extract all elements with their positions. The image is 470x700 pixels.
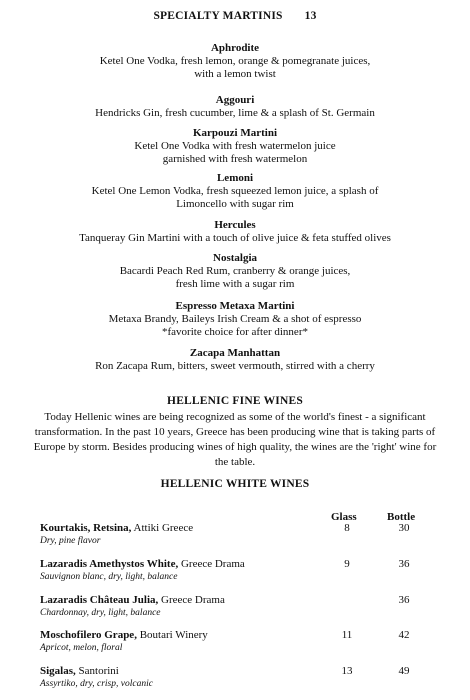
martini-item bbox=[20, 252, 450, 291]
wine-notes: Sauvignon blanc, dry, light, balance bbox=[40, 572, 178, 582]
martini-name: Nostalgia bbox=[213, 252, 257, 264]
wine-name: Sigalas, bbox=[40, 665, 76, 677]
martini-desc-line: *favorite choice for after dinner* bbox=[162, 326, 308, 338]
martini-desc-line: Metaxa Brandy, Baileys Irish Cream & a shot of espresso bbox=[108, 313, 362, 325]
wine-bottle-price: 30 bbox=[398, 522, 410, 534]
martini-name: Lemoni bbox=[216, 172, 254, 184]
martini-item bbox=[20, 42, 450, 81]
martini-desc-line: fresh lime with a sugar rim bbox=[175, 278, 295, 290]
fine-wines-intro: Today Hellenic wines are being recognized as some of the world's finest - a significant transformation. In the past 10 years, Greece has been producing wine that is taking parts of Europe by storm. Besides producing wines of high quality, the wines are the 'right' wine for the table. bbox=[33, 411, 437, 468]
martini-name: Espresso Metaxa Martini bbox=[175, 300, 295, 312]
martini-desc-line: Ketel One Lemon Vodka, fresh squeezed lemon juice, a splash of bbox=[91, 185, 379, 197]
martini-desc-line: Ketel One Vodka with fresh watermelon juice bbox=[134, 140, 336, 152]
martini-desc-line: Hendricks Gin, fresh cucumber, lime & a splash of St. Germain bbox=[95, 107, 375, 119]
martini-name: Aphrodite bbox=[210, 42, 260, 54]
martini-item bbox=[20, 127, 450, 166]
wine-bottle-price: 36 bbox=[398, 558, 410, 570]
martini-name: Zacapa Manhattan bbox=[189, 347, 281, 359]
wine-notes: Dry, pine flavor bbox=[40, 536, 101, 546]
wine-bottle-price: 42 bbox=[398, 629, 410, 641]
bottle-column-header: Bottle bbox=[387, 511, 416, 523]
wine-row bbox=[40, 664, 440, 690]
martini-name: Karpouzi Martini bbox=[192, 127, 278, 139]
martini-item bbox=[20, 347, 450, 373]
specialty-martinis-heading bbox=[0, 10, 470, 22]
wine-region: Attiki Greece bbox=[133, 522, 194, 534]
section-price: 13 bbox=[304, 10, 317, 22]
martini-item bbox=[20, 94, 450, 120]
wine-bottle-price: 36 bbox=[398, 594, 410, 606]
wine-name: Moschofilero Grape, bbox=[40, 629, 137, 641]
wine-name: Lazaradis Amethystos White, bbox=[40, 558, 179, 570]
wine-notes: Apricot, melon, floral bbox=[40, 643, 123, 653]
wine-notes: Chardonnay, dry, light, balance bbox=[40, 608, 161, 618]
wine-glass-price: 11 bbox=[341, 629, 353, 641]
wine-notes: Assyrtiko, dry, crisp, volcanic bbox=[40, 679, 153, 689]
wine-name: Kourtakis, Retsina, bbox=[40, 522, 132, 534]
martini-name: Hercules bbox=[214, 219, 256, 231]
martini-desc-line: Limoncello with sugar rim bbox=[176, 198, 294, 210]
wine-glass-price: 13 bbox=[341, 665, 353, 677]
martini-desc-line: Ketel One Vodka, fresh lemon, orange & pomegranate juices, bbox=[99, 55, 371, 67]
glass-column-header: Glass bbox=[331, 511, 357, 523]
martini-desc-line: garnished with fresh watermelon bbox=[162, 153, 308, 165]
martini-desc-line: Ron Zacapa Rum, bitters, sweet vermouth, stirred with a cherry bbox=[95, 360, 375, 372]
martini-name: Aggouri bbox=[215, 94, 255, 106]
wine-name: Lazaradis Château Julia, bbox=[40, 594, 159, 606]
wine-row bbox=[40, 593, 440, 619]
martini-desc-line: Tanqueray Gin Martini with a touch of olive juice & feta stuffed olives bbox=[79, 232, 391, 244]
wine-glass-price: 9 bbox=[344, 558, 350, 570]
fine-wines-heading: HELLENIC FINE WINES bbox=[167, 395, 303, 407]
martini-item bbox=[20, 172, 450, 211]
wine-region: Boutari Winery bbox=[139, 629, 208, 641]
section-title: SPECIALTY MARTINIS bbox=[153, 10, 283, 22]
wine-row bbox=[40, 628, 440, 654]
wine-row bbox=[40, 557, 440, 583]
wine-region: Greece Drama bbox=[180, 558, 245, 570]
wine-glass-price: 8 bbox=[344, 522, 350, 534]
martini-desc-line: with a lemon twist bbox=[194, 68, 276, 80]
martini-item bbox=[20, 219, 450, 245]
wine-region: Greece Drama bbox=[161, 594, 225, 606]
wine-row bbox=[40, 521, 440, 547]
white-wines-heading: HELLENIC WHITE WINES bbox=[160, 478, 310, 490]
wine-bottle-price: 49 bbox=[398, 665, 410, 677]
wine-region: Santorini bbox=[78, 665, 119, 677]
martini-item bbox=[20, 300, 450, 339]
martini-desc-line: Bacardi Peach Red Rum, cranberry & orange juices, bbox=[119, 265, 351, 277]
